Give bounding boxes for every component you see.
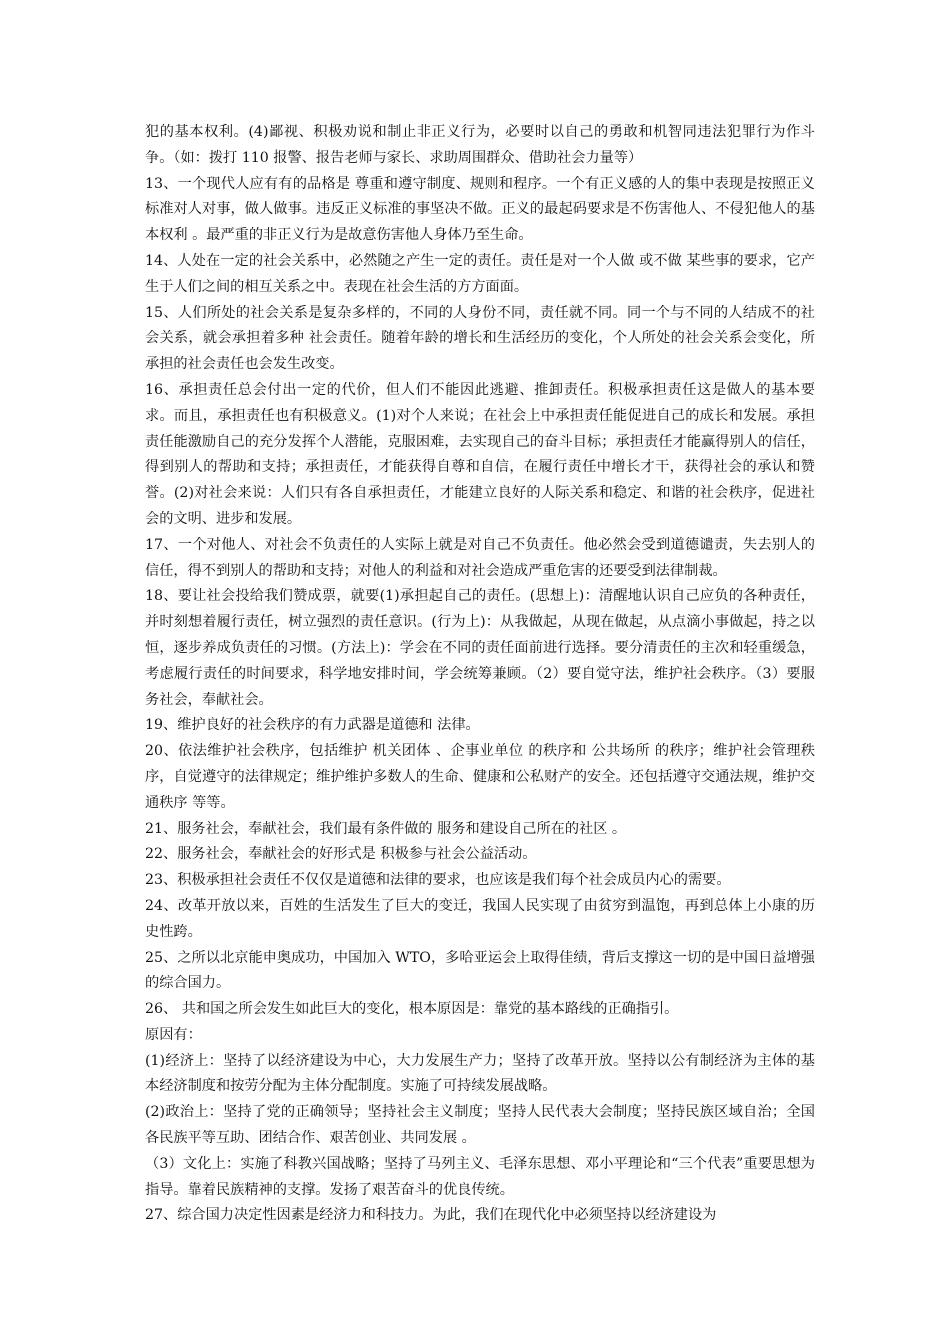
paragraph-19: 19、维护良好的社会秩序的有力武器是道德和 法律。	[145, 717, 480, 734]
paragraph-continuation: 犯的基本权利。(4)鄙视、积极劝说和制止非正义行为，必要时以自己的勇敢和机智同违法犯罪行为作斗争。（如：拨打 110 报警、报告老师与家长、求助周围群众、借助社会力量等）	[145, 124, 815, 166]
paragraph-24: 24、改革开放以来，百姓的生活发生了巨大的变迁，我国人民实现了由贫穷到温饱，再到总体上小康的历史性跨。	[145, 897, 815, 940]
paragraph-16: 16、承担责任总会付出一定的代价，但人们不能因此逃避、推卸责任。积极承担责任这是做人的基本要求。而且，承担责任也有积极意义。(1)对个人来说；在社会上中承担责任能促进自己的成长和发展。承担责任能激励自己的充分发挥个人潜能，克服困难，去实现自己的奋斗目标；承担责任才能赢得别人的信任，得到别人的帮助和支持；承担责任，才能获得自尊和自信，在履行责任中增长才干，获得社会的承认和赞誉。(2)对社会来说：人们只有各自承担责任，才能建立良好的人际关系和稳定、和谐的社会秩序，促进社会的文明、进步和发展。	[145, 381, 815, 527]
reason-political: (2)政治上：坚持了党的正确领导；坚持社会主义制度；坚持人民代表大会制度；坚持民族区域自治；全国各民族平等互助、团结合作、艰苦创业、共同发展 。	[145, 1104, 815, 1147]
paragraph-13: 13、一个现代人应有有的品格是 尊重和遵守制度、规则和程序。一个有正义感的人的集中表现是按照正义标准对人对事，做人做事。违反正义标准的事坚决不做。正义的最起码要求是不伤害他人、不侵犯他人的基本权利 。最严重的非正义行为是故意伤害他人身体乃至生命。	[145, 175, 815, 244]
paragraph-23: 23、积极承担社会责任不仅仅是道德和法律的要求，也应该是我们每个社会成员内心的需要。	[145, 872, 731, 889]
paragraph-14: 14、人处在一定的社会关系中，必然随之产生一定的责任。责任是对一个人做 或不做 某些事的要求，它产生于人们之间的相互关系之中。表现在社会生活的方方面面。	[145, 252, 815, 295]
reason-cultural: （3）文化上：实施了科教兴国战略；坚持了马列主义、毛泽东思想、邓小平理论和“三个代表”重要思想为指导。靠着民族精神的支撑。发扬了艰苦奋斗的优良传统。	[145, 1155, 815, 1198]
paragraph-15: 15、人们所处的社会关系是复杂多样的，不同的人身份不同，责任就不同。同一个与不同的人结成不的社会关系，就会承担着多种 社会责任。随着年龄的增长和生活经历的变化，个人所处的社会关系会变化，所承担的社会责任也会发生改变。	[145, 304, 815, 373]
paragraph-20: 20、依法维护社会秩序，包括维护 机关团体 、企事业单位 的秩序和 公共场所 的秩序；维护社会管理秩序，自觉遵守的法律规定；维护维护多数人的生命、健康和公私财产的安全。还包括遵守交通法规，维护交通秩序 等等。	[145, 743, 815, 811]
paragraph-18: 18、要让社会投给我们赞成票，就要(1)承担起自己的责任。(思想上)：清醒地认识自己应负的各种责任，并时刻想着履行责任，树立强烈的责任意识。(行为上)：从我做起，从现在做起，从点滴小事做起，持之以恒，逐步养成负责任的习惯。(方法上)：学会在不同的责任面前进行选择。要分清责任的主次和轻重缓急，考虑履行责任的时间要求，科学地安排时间，学会统筹兼顾。（2）要自觉守法，维护社会秩序。（3）要服务社会，奉献社会。	[145, 588, 815, 708]
reason-economic: (1)经济上：坚持了以经济建设为中心，大力发展生产力；坚持了改革开放。坚持以公有制经济为主体的基本经济制度和按劳分配为主体分配制度。实施了可持续发展战略。	[145, 1052, 815, 1095]
reasons-heading: 原因有：	[145, 1026, 202, 1043]
paragraph-25: 25、之所以北京能申奥成功，中国加入 WTO，多哈亚运会上取得佳绩，背后支撑这一切的是中国日益增强的综合国力。	[145, 949, 815, 992]
document-body	[145, 120, 815, 1229]
paragraph-27: 27、综合国力决定性因素是经济力和科技力。为此，我们在现代化中必须坚持以经济建设为	[145, 1207, 717, 1224]
paragraph-21: 21、服务社会，奉献社会，我们最有条件做的 服务和建设自己所在的社区 。	[145, 820, 627, 837]
paragraph-22: 22、服务社会，奉献社会的好形式是 积极参与社会公益活动。	[145, 846, 537, 863]
paragraph-17: 17、一个对他人、对社会不负责任的人实际上就是对自己不负责任。他必然会受到道德谴责，失去别人的信任，得不到别人的帮助和支持；对他人的利益和对社会造成严重危害的还要受到法律制裁。	[145, 536, 815, 579]
paragraph-26: 26、 共和国之所会发生如此巨大的变化，根本原因是：靠党的基本路线的正确指引。	[145, 1001, 679, 1018]
